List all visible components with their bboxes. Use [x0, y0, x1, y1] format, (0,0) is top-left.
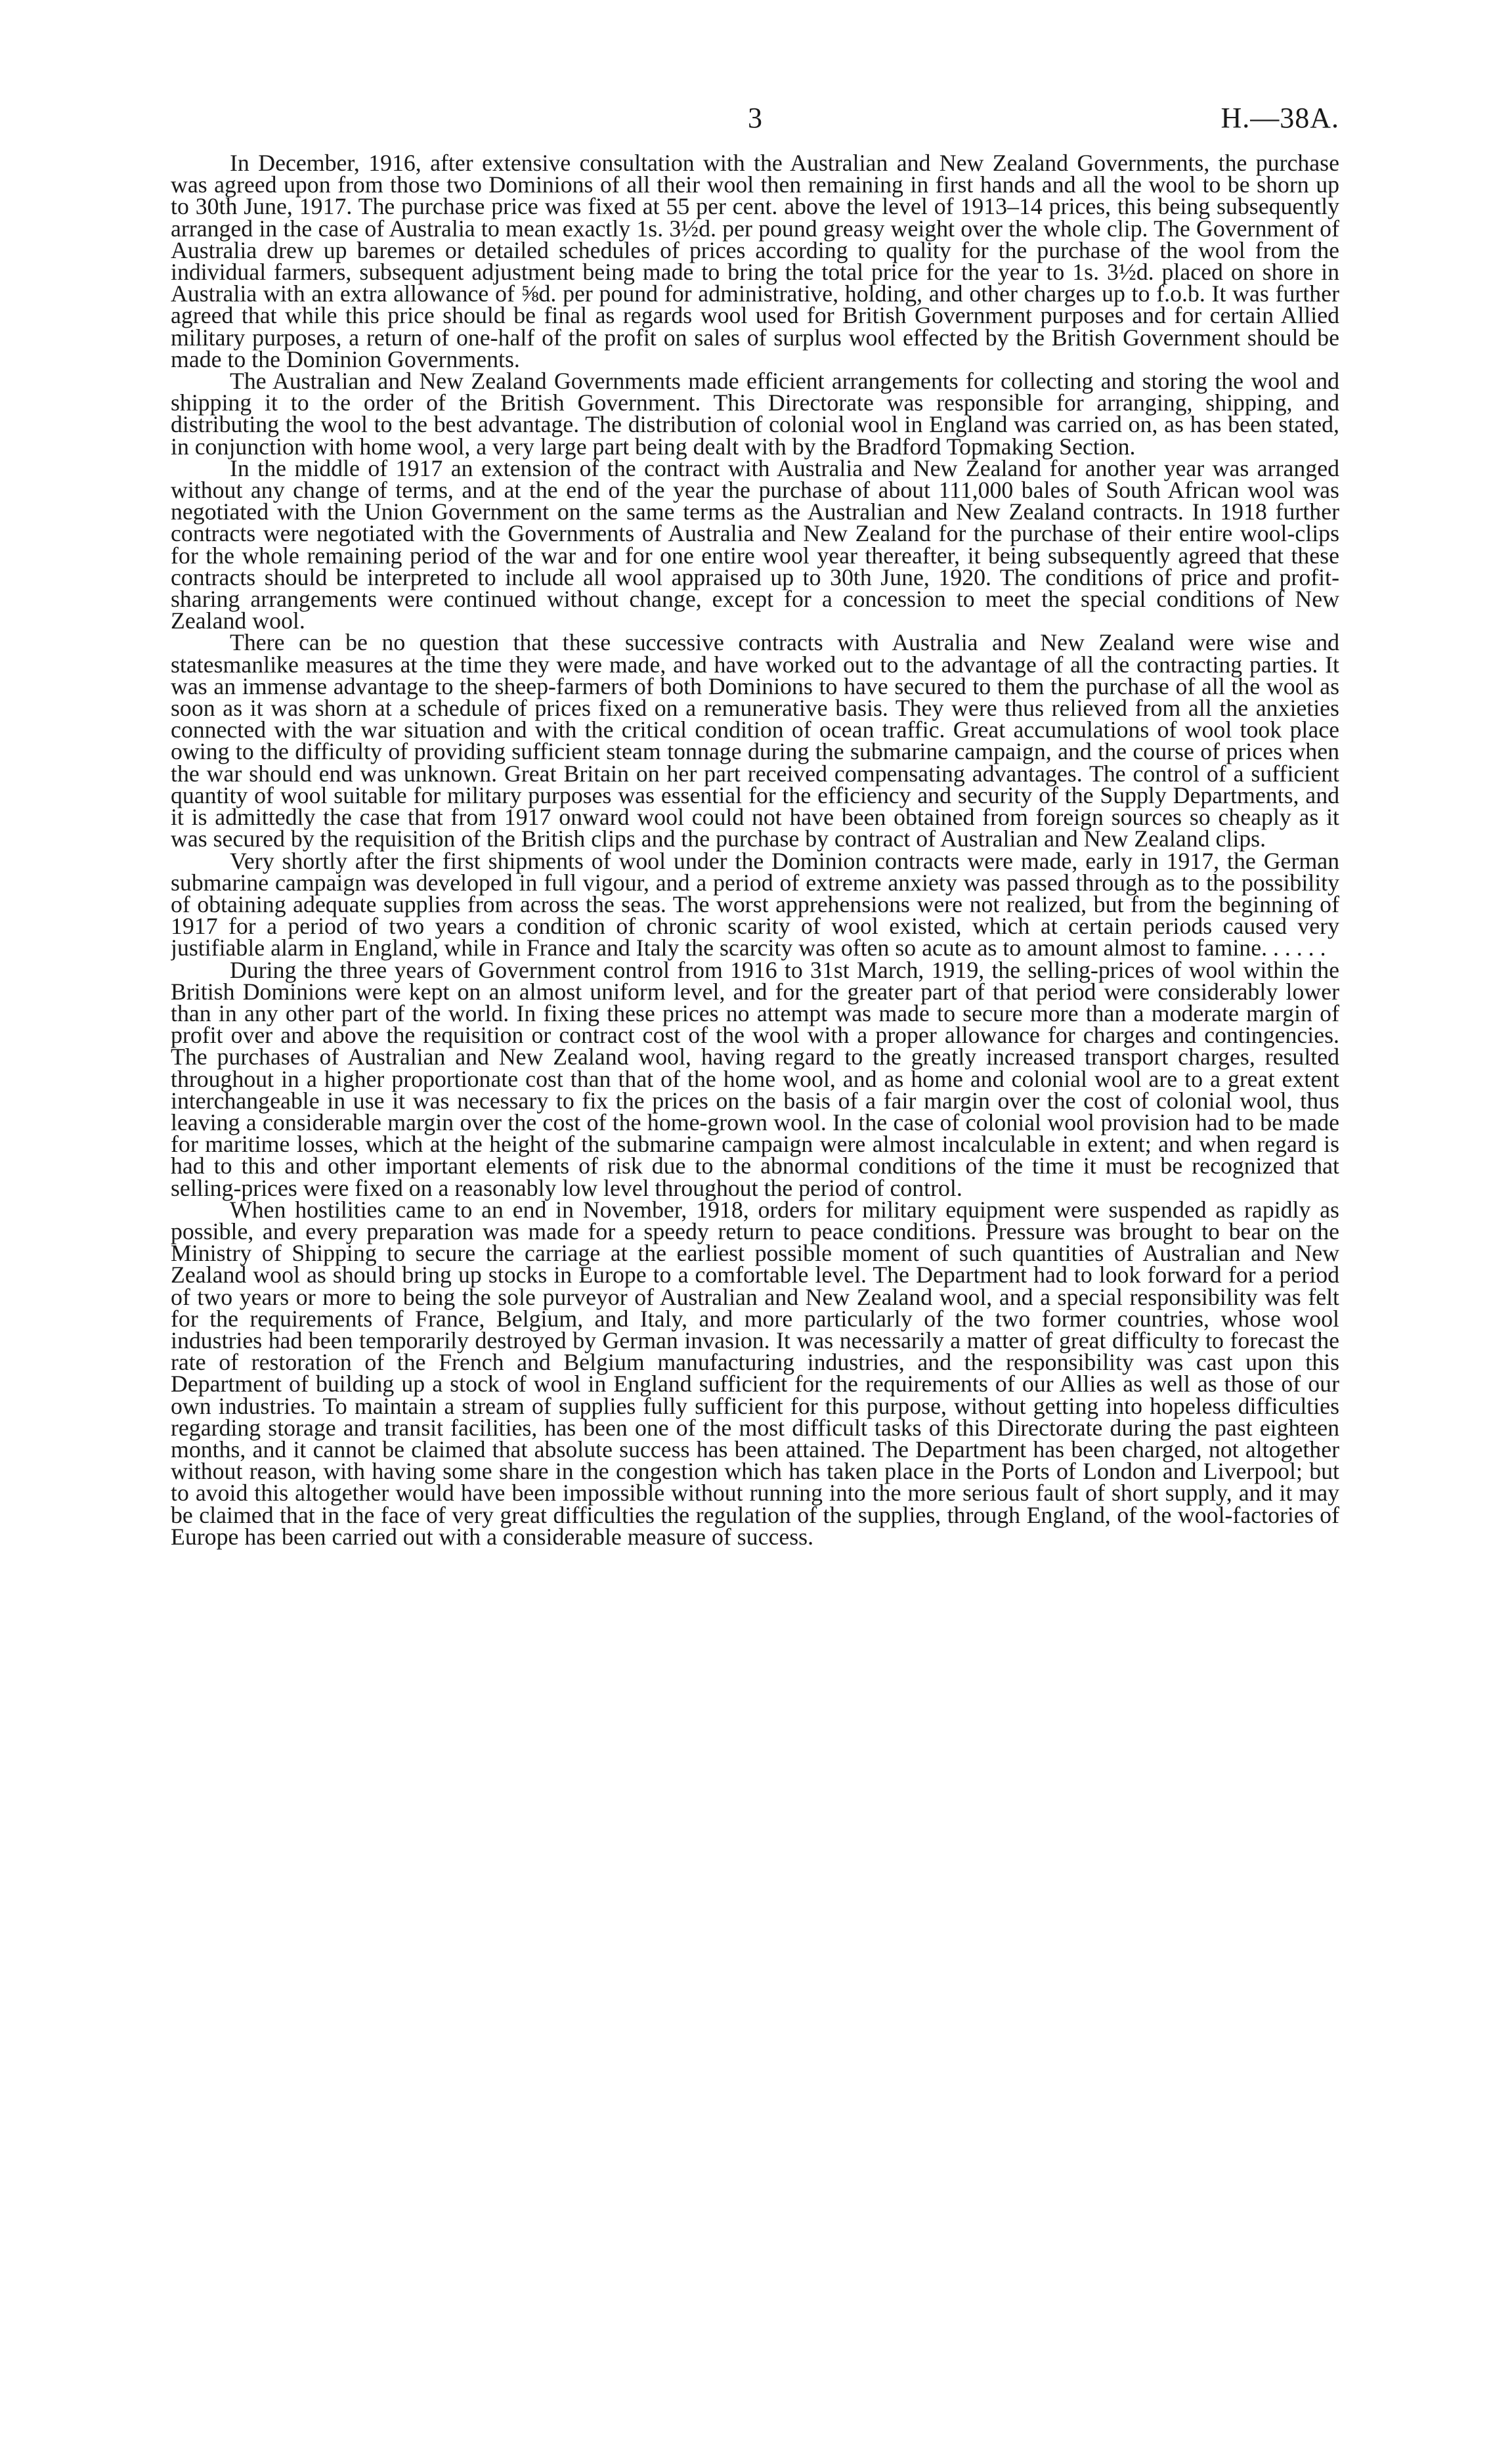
paragraph: The Australian and New Zealand Governments made efficient arrangements for collecting and storing the wool and shipping it to the order of the British Government. This Directorate was responsible for arranging, shipping, and distributing the wool to the best advantage. The distribution of colonial wool in England was carried on, as has been stated, in conjunction with home wool, a very large part being dealt with by the Bradford Topmaking Section. — [171, 368, 1339, 460]
paragraph: In December, 1916, after extensive consultation with the Australian and New Zealand Governments, the purchase was agreed upon from those two Dominions of all their wool then remaining in first hands and all the wool to be shorn up to 30th June, 1917. The purchase price was fixed at 55 per cent. above the level of 1913–14 prices, this being subsequently arranged in the case of Australia to mean exactly 1s. 3½d. per pound greasy weight over the whole clip. The Government of Australia drew up baremes or detailed schedules of prices according to quality for the purchase of the wool from the individual farmers, subsequent adjustment being made to bring the total price for the year to 1s. 3½d. placed on shore in Australia with an extra allowance of ⅝d. per pound for administrative, holding, and other charges up to f.o.b. It was further agreed that while this price should be final as regards wool used for British Government purposes and for certain Allied military purposes, a return of one-half of the profit on sales of surplus wool effected by the British Government should be made to the Dominion Governments. — [171, 152, 1339, 372]
paragraph: In the middle of 1917 an extension of the contract with Australia and New Zealand for another year was arranged without any change of terms, and at the end of the year the purchase of about 111,000 bales of South African wool was negotiated with the Union Government on the same terms as the Australian and New Zealand contracts. In 1918 further contracts were negotiated with the Governments of Australia and New Zealand for the purchase of their entire wool-clips for the whole remaining period of the war and for one entire wool year thereafter, it being subsequently agreed that these contracts should be interpreted to include all wool appraised up to 30th June, 1920. The conditions of price and profit-sharing arrangements were continued without change, except for a concession to meet the special conditions of New Zealand wool. — [171, 454, 1339, 634]
paragraph: Very shortly after the first shipments of wool under the Dominion contracts were made, early in 1917, the German submarine campaign was developed in full vigour, and a period of extreme anxiety was passed through as to the possibility of obtaining adequate supplies from across the seas. The worst apprehensions were not realized, but from the beginning of 1917 for a period of two years a condition of chronic scarity of wool existed, which at certain periods caused very justifiable alarm in England, while in France and Italy the scarcity was often so acute as to amount almost to famine. . . . . . — [171, 847, 1339, 961]
paragraph: When hostilities came to an end in November, 1918, orders for military equipment were suspended as rapidly as possible, and every preparation was made for a speedy return to peace conditions. Pressure was brought to bear on the Ministry of Shipping to secure the carriage at the earliest possible moment of such quantities of Australian and New Zealand wool as should bring up stocks in Europe to a comfortable level. The Department had to look forward for a period of two years or more to being the sole purveyor of Australian and New Zealand wool, and a special responsibility was felt for the requirements of France, Belgium, and Italy, and more particularly of the two former countries, whose wool industries had been temporarily destroyed by German invasion. It was necessarily a matter of great difficulty to forecast the rate of restoration of the French and Belgium manufacturing industries, and the responsibility was cast upon this Department of building up a stock of wool in England sufficient for the requirements of our Allies as well as those of our own industries. To maintain a stream of supplies fully sufficient for this purpose, without getting into hopeless difficulties regarding storage and transit facilities, has been one of the most difficult tasks of this Directorate during the past eighteen months, and it cannot be claimed that absolute success has been attained. The Department has been charged, not altogether without reason, with having some share in the congestion which has taken place in the Ports of London and Liverpool; but to avoid this altogether would have been impossible without running into the more serious fault of short supply, and it may be claimed that in the face of very great difficulties the regulation of the supplies, through England, of the wool-factories of Europe has been carried out with a considerable measure of success. — [171, 1196, 1339, 1550]
paragraph: During the three years of Government control from 1916 to 31st March, 1919, the selling-prices of wool within the British Dominions were kept on an almost uniform level, and for the greater part of that period were considerably lower than in any other part of the world. In fixing these prices no attempt was made to secure more than a moderate margin of profit over and above the requisition or contract cost of the wool with a proper allowance for charges and contingencies. The purchases of Australian and New Zealand wool, having regard to the greatly increased transport charges, resulted throughout in a higher proportionate cost than that of the home wool, and as home and colonial wool are to a great extent interchangeable in use it was necessary to fix the prices on the basis of a fair margin over the cost of colonial wool, thus leaving a considerable margin over the cost of the home-grown wool. In the case of colonial wool provision had to be made for maritime losses, which at the height of the submarine campaign were almost incalculable in extent; and when regard is had to this and other important elements of risk due to the abnormal conditions of the time it must be recognized that selling-prices were fixed on a reasonably low level throughout the period of control. — [171, 956, 1339, 1201]
page-header — [171, 99, 1339, 138]
page-number: 3 — [748, 102, 762, 134]
body-text — [171, 152, 1339, 2385]
document-reference: H.—38A. — [1220, 102, 1339, 134]
paragraph: There can be no question that these successive contracts with Australia and New Zealand were wise and statesmanlike measures at the time they were made, and have worked out to the advantage of all the contracting parties. It was an immense advantage to the sheep-farmers of both Dominions to have secured to them the purchase of all the wool as soon as it was shorn at a schedule of prices fixed on a remunerative basis. They were thus relieved from all the anxieties connected with the war situation and with the critical condition of ocean traffic. Great accumulations of wool took place owing to the difficulty of providing sufficient steam tonnage during the submarine campaign, and the course of prices when the war should end was unknown. Great Britain on her part received compensating advantages. The control of a sufficient quantity of wool suitable for military purposes was essential for the efficiency and security of the Supply Departments, and it is admittedly the case that from 1917 onward wool could not have been obtained from foreign sources so cheaply as it was secured by the requisition of the British clips and the purchase by contract of Australian and New Zealand clips. — [171, 629, 1339, 852]
